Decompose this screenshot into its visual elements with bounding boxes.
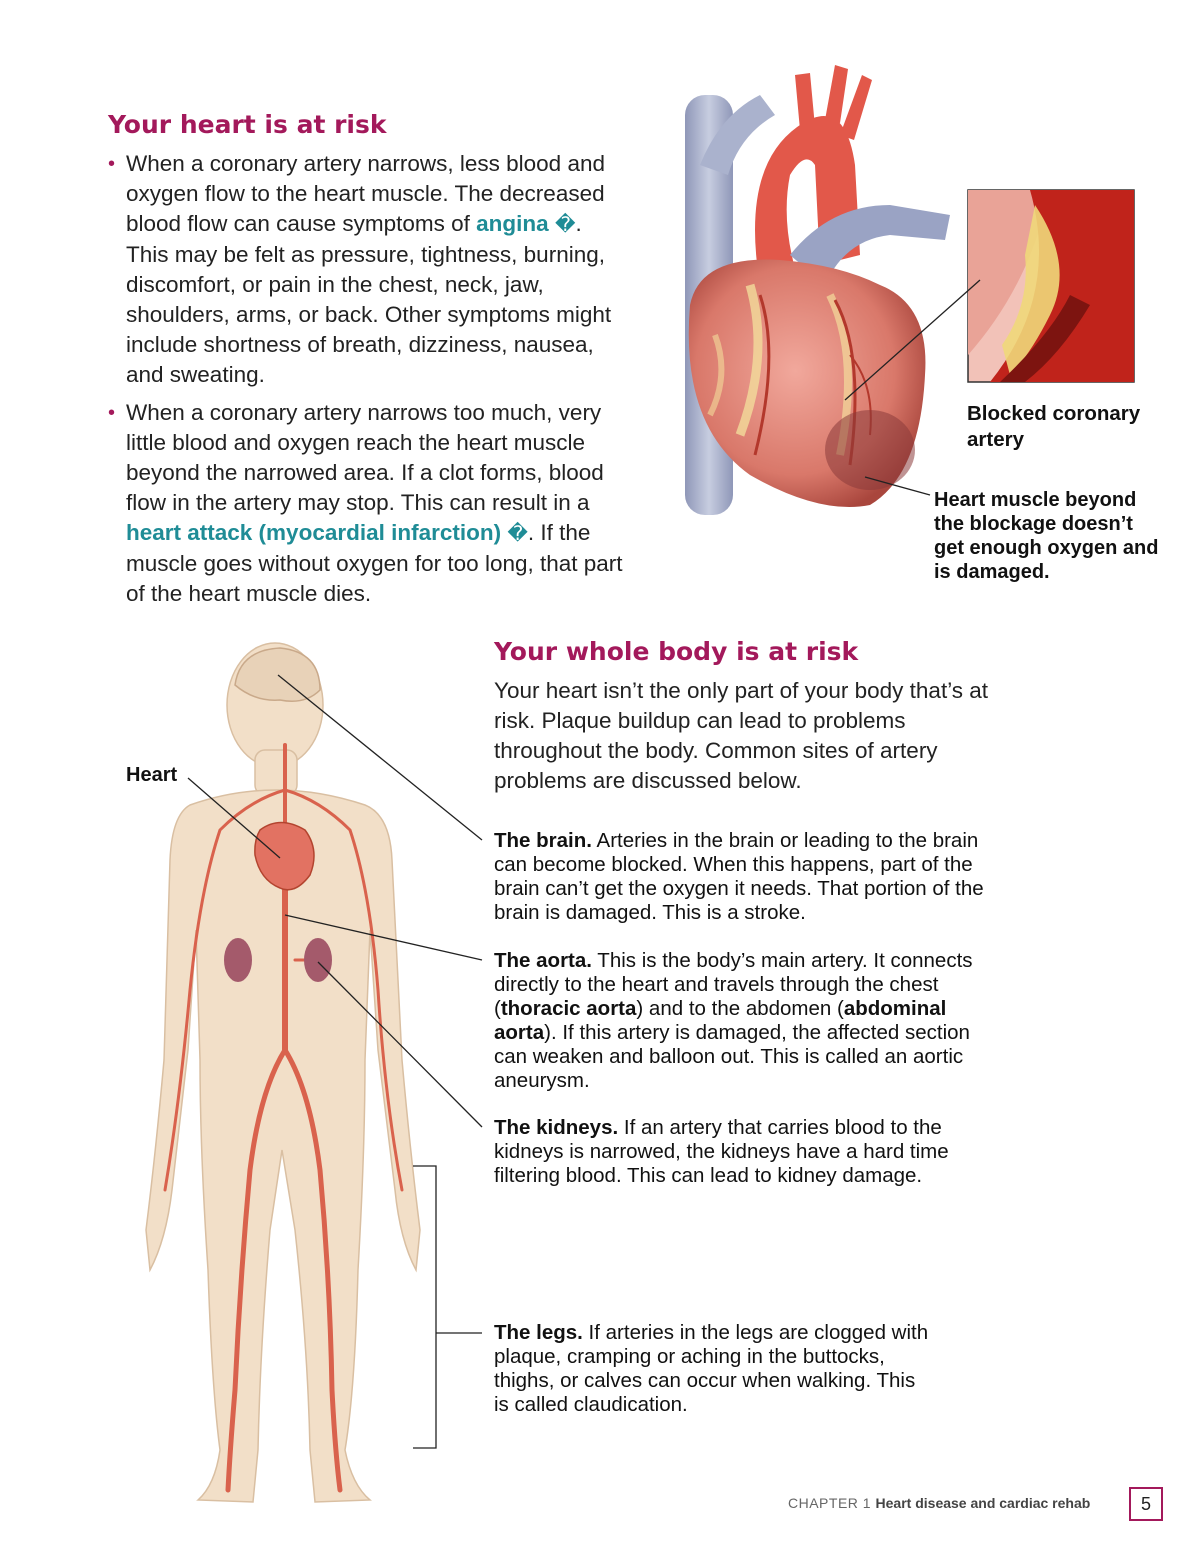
kidneys-title: The kidneys.: [494, 1116, 619, 1139]
kidney-right-shape: [304, 938, 332, 982]
aorta-abdominal: abdominal aorta: [494, 997, 947, 1044]
section-intro: Your heart isn’t the only part of your body that’s at risk. Plaque buildup can lead to problems throughout the body. Common sites of artery problems are discussed below.: [494, 678, 989, 793]
section-heading-heart: Your heart is at risk: [108, 110, 387, 139]
glossary-icon[interactable]: �: [507, 523, 528, 545]
label-damaged-muscle: Heart muscle beyond the blockage doesn’t get enough oxygen and is damaged.: [934, 489, 1159, 583]
aorta-thoracic: thoracic aorta: [500, 997, 637, 1020]
aorta-title: The aorta.: [494, 949, 592, 972]
aorta-text: ) and to the abdomen (: [636, 997, 844, 1020]
bullet-text: . If the muscle goes without oxygen for too long, that part of the heart muscle dies.: [126, 520, 623, 606]
page-number: 5: [1129, 1487, 1163, 1521]
section-heading-body: Your whole body is at risk: [494, 637, 859, 666]
list-item: [108, 398, 628, 609]
brain-text: Arteries in the brain or leading to the brain can become blocked. When this happens, part of the brain can’t get the oxygen it needs. That portion of the brain is damaged. This is a stroke.: [494, 829, 984, 924]
legs-block: [494, 1321, 934, 1417]
bullet-text: When a coronary artery narrows too much, very little blood and oxygen reach the heart muscle beyond the narrowed area. If a clot forms, blood flow in the artery may stop. This can result in a: [126, 400, 604, 515]
footer-title: Heart disease and cardiac rehab: [875, 1495, 1091, 1511]
aorta-text: This is the body’s main artery. It connects directly to the heart and travels through the chest (: [494, 949, 973, 1020]
glossary-link-angina[interactable]: angina: [476, 211, 549, 236]
footer: [788, 1495, 1090, 1513]
brain-title: The brain.: [494, 829, 592, 852]
aorta-text: ). If this artery is damaged, the affected section can weaken and balloon out. This is called an aortic aneurysm.: [494, 1021, 970, 1092]
label-heart: Heart: [126, 764, 178, 786]
legs-text: If arteries in the legs are clogged with plaque, cramping or aching in the buttocks, thighs, or calves can occur when walking. This is called claudication.: [494, 1321, 929, 1416]
brain-block: [494, 829, 994, 925]
bullet-text: . This may be felt as pressure, tightness, burning, discomfort, or pain in the chest, neck, jaw, shoulders, arms, or back. Other symptoms might include shortness of breath, dizziness, nausea, and sweating.: [126, 211, 612, 387]
label-blocked-artery: Blocked coronary artery: [967, 402, 1141, 451]
kidneys-block: [494, 1116, 994, 1188]
aorta-block: [494, 949, 994, 1093]
legs-title: The legs.: [494, 1321, 583, 1344]
glossary-link-heart-attack[interactable]: heart attack (myocardial infarction): [126, 520, 502, 545]
kidney-left-shape: [224, 938, 252, 982]
footer-chapter: CHAPTER 1: [788, 1495, 872, 1511]
heart-risk-list: [108, 149, 628, 617]
glossary-icon[interactable]: �: [554, 214, 576, 236]
bullet-text: When a coronary artery narrows, less blood and oxygen flow to the heart muscle. The decreased blood flow can cause symptoms of: [126, 151, 605, 236]
list-item: [108, 149, 628, 390]
kidneys-text: If an artery that carries blood to the kidneys is narrowed, the kidneys have a hard time filtering blood. This can lead to kidney damage.: [494, 1116, 949, 1187]
